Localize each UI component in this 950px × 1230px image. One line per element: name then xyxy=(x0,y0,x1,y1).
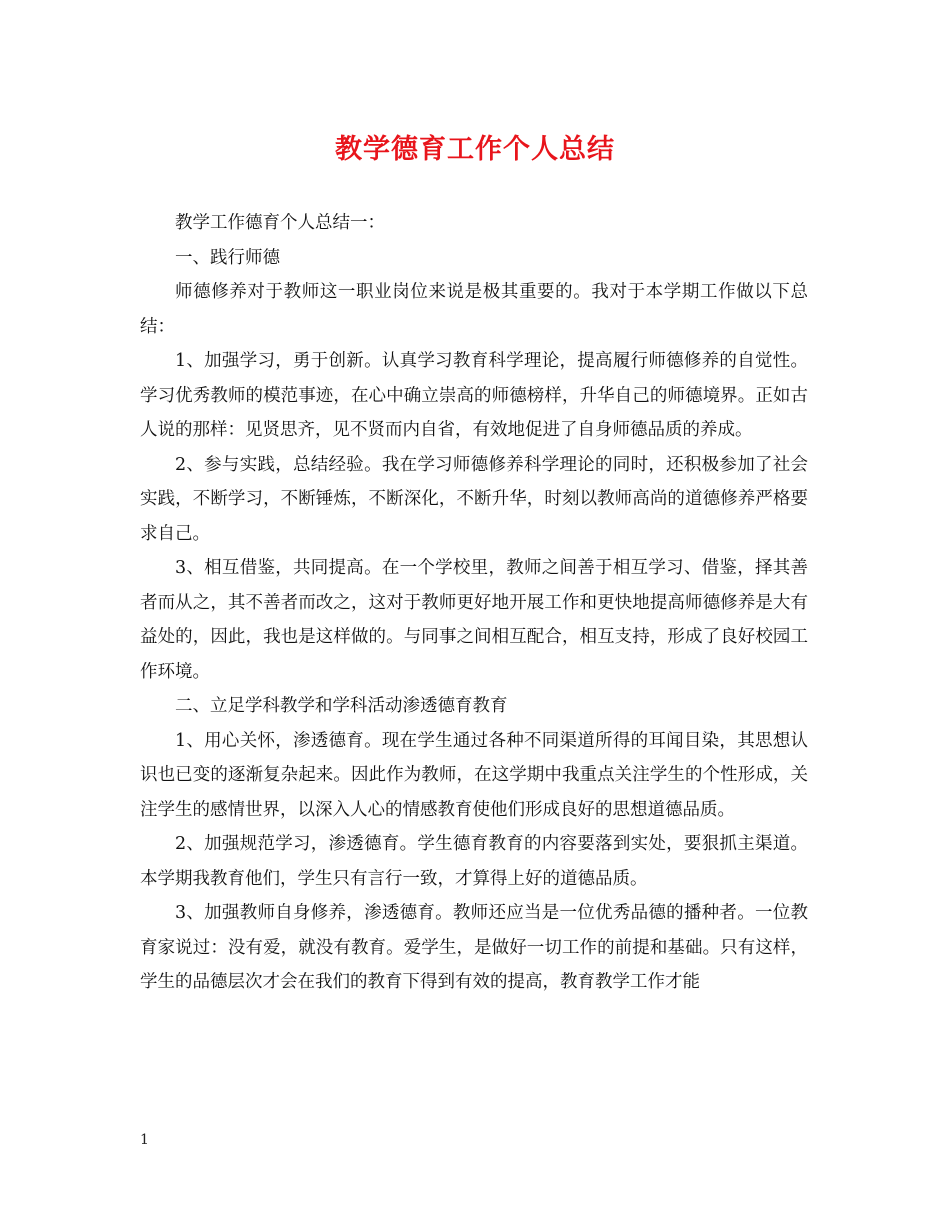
paragraph: 2、参与实践，总结经验。我在学习师德修养科学理论的同时，还积极参加了社会实践，不断学习，不断锤炼，不断深化，不断升华，时刻以教师高尚的道德修养严格要求自己。 xyxy=(140,454,808,544)
section-heading-1: 一、践行师德 xyxy=(175,247,280,268)
page-number: 1 xyxy=(140,1132,149,1148)
paragraph: 师德修养对于教师这一职业岗位来说是极其重要的。我对于本学期工作做以下总结： xyxy=(140,282,808,337)
paragraph: 1、加强学习，勇于创新。认真学习教育科学理论，提高履行师德修养的自觉性。学习优秀教师的模范事迹，在心中确立崇高的师德榜样，升华自己的师德境界。正如古人说的那样：见贤思齐，见不贤而内自省，有效地促进了自身师德品质的养成。 xyxy=(140,351,808,440)
section-intro: 教学工作德育个人总结一： xyxy=(175,213,385,233)
document-title: 教学德育工作个人总结 xyxy=(335,134,615,165)
document-body xyxy=(140,206,808,1000)
paragraph: 3、加强教师自身修养，渗透德育。教师还应当是一位优秀品德的播种者。一位教育家说过：没有爱，就没有教育。爱学生，是做好一切工作的前提和基础。只有这样，学生的品德层次才会在我们的教育下得到有效的提高，教育教学工作才能 xyxy=(140,903,808,992)
section-heading-2: 二、立足学科教学和学科活动渗透德育教育 xyxy=(175,696,508,716)
paragraph: 2、加强规范学习，渗透德育。学生德育教育的内容要落到实处，要狠抓主渠道。本学期我教育他们，学生只有言行一致，才算得上好的道德品质。 xyxy=(140,834,808,889)
paragraph: 1、用心关怀，渗透德育。现在学生通过各种不同渠道所得的耳闻目染，其思想认识也已变的逐渐复杂起来。因此作为教师，在这学期中我重点关注学生的个性形成，关注学生的感情世界，以深入人心的情感教育使他们形成良好的思想道德品质。 xyxy=(140,730,808,820)
paragraph: 3、相互借鉴，共同提高。在一个学校里，教师之间善于相互学习、借鉴，择其善者而从之，其不善者而改之，这对于教师更好地开展工作和更快地提高师德修养是大有益处的，因此，我也是这样做的。与同事之间相互配合，相互支持，形成了良好校园工作环境。 xyxy=(140,558,808,682)
